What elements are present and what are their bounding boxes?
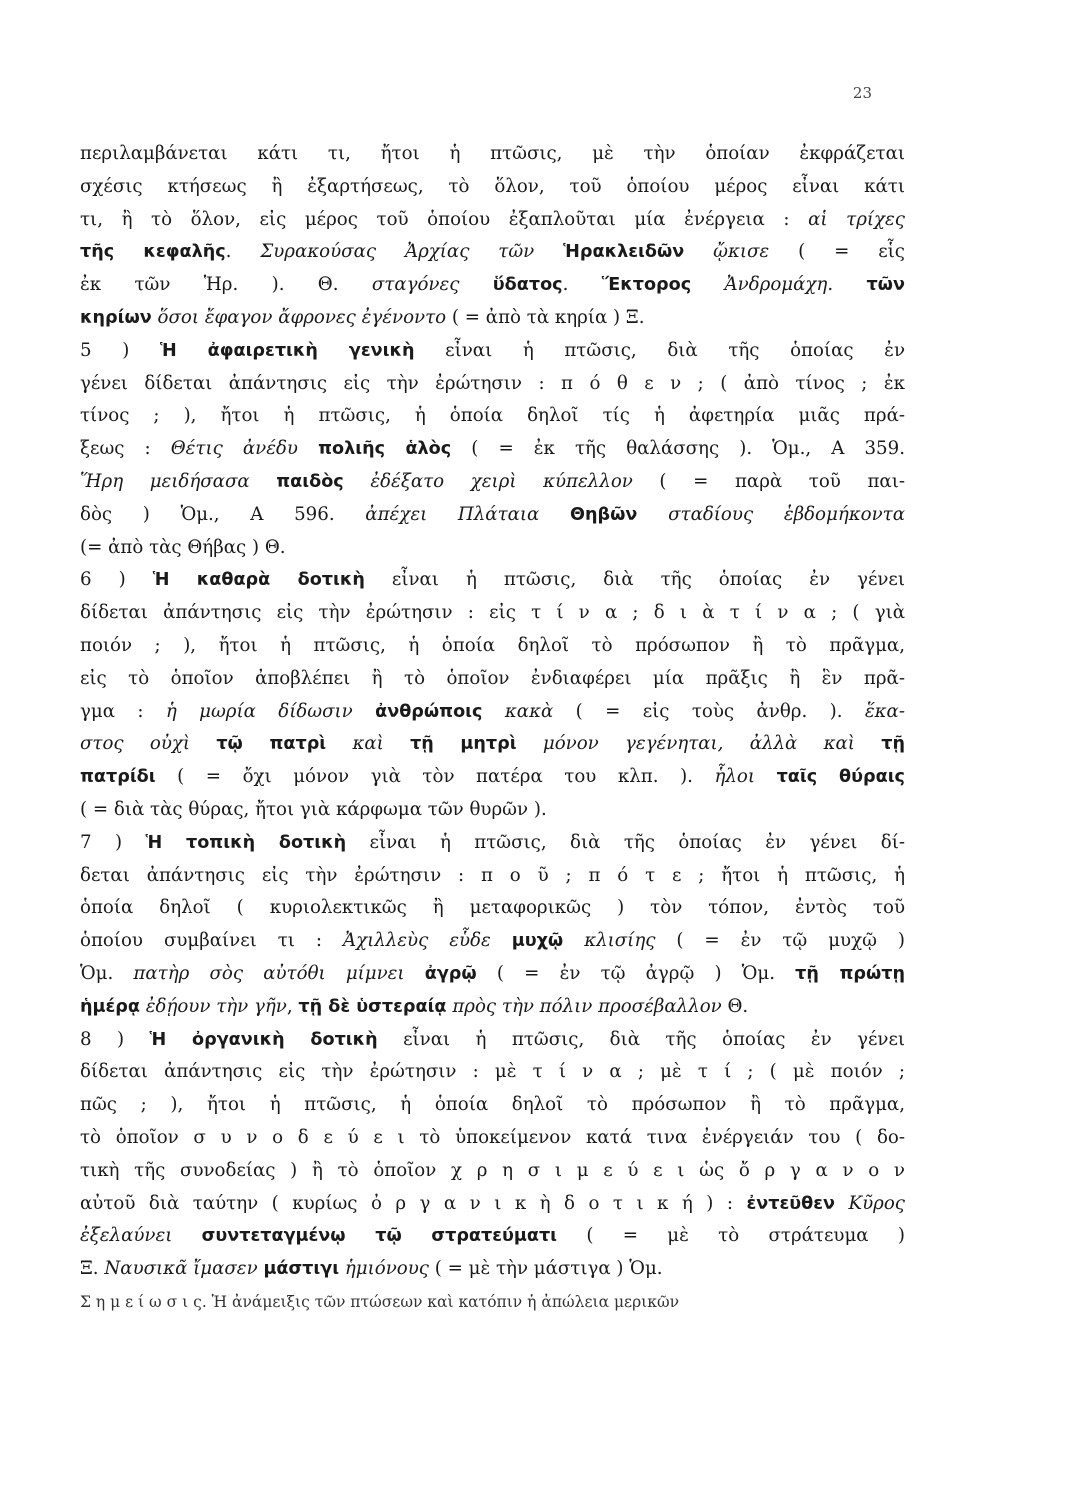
italic-example: σταγόνες	[371, 274, 460, 296]
text-line	[80, 1089, 905, 1122]
text-line	[80, 335, 905, 368]
italic-example: στος οὐχὶ	[80, 733, 191, 755]
italic-example: πατὴρ σὸς αὐτόθι μίμνει	[133, 962, 405, 984]
body-text	[80, 138, 905, 1319]
text-segment	[491, 930, 512, 951]
text-segment: αὐτοῦ διὰ ταύτην ( κυρίως ὀ ρ γ α ν ι κ ὴ δ ο τ ι κ ή ) :	[80, 1192, 747, 1214]
italic-example: ἡ μωρία δίδωσιν	[165, 700, 353, 722]
text-segment	[344, 471, 371, 492]
bold-term: ἀνθρώποις	[375, 701, 483, 722]
text-segment	[563, 930, 584, 951]
text-segment: ἐκ τῶν Ἡρ. ). Θ.	[80, 274, 372, 296]
text-segment	[684, 241, 713, 262]
text-segment: Θ.	[721, 995, 749, 1017]
text-segment: περιλαμβάνεται κάτι τι, ἤτοι ἡ πτῶσις, μὲ τὴν ὁποίαν ἐκφράζεται	[80, 143, 905, 164]
text-line	[80, 138, 905, 171]
italic-example: ἕκα-	[864, 700, 905, 722]
text-segment: ( = παρὰ τοῦ παι-	[632, 470, 905, 492]
bold-term: ἐντεῦθεν	[746, 1193, 836, 1214]
text-line	[80, 236, 905, 269]
text-segment: .	[225, 241, 261, 263]
text-segment	[482, 701, 504, 722]
text-segment	[691, 274, 724, 295]
text-segment: ,	[286, 995, 299, 1017]
text-segment: ( = ἀπὸ τὰ κηρία ) Ξ.	[446, 306, 645, 328]
bold-term: μάστιγι	[263, 1259, 340, 1280]
text-segment: Ὁμ.	[80, 962, 134, 984]
bold-term: Ἡ καθαρὰ δοτικὴ	[152, 570, 365, 591]
bold-term: τῇ πρώτῃ	[795, 963, 905, 984]
text-segment	[517, 733, 543, 754]
text-line	[80, 892, 905, 925]
bold-term: τῆς κεφαλῆς	[80, 242, 226, 263]
text-segment	[326, 733, 352, 754]
text-segment: τι, ἢ τὸ ὅλον, εἰς μέρος τοῦ ὁποίου ἐξαπλοῦται μία ἐνέργεια :	[80, 208, 809, 230]
bold-term: ἡμέρᾳ	[80, 996, 140, 1017]
bold-term: Θηβῶν	[570, 504, 638, 525]
text-segment: 8 )	[80, 1028, 150, 1050]
text-segment: τικὴ τῆς συνοδείας ) ἢ τὸ ὁποῖον χ ρ η σ ι μ ε ύ ε ι ὡς ὄ ρ γ α ν ο ν	[80, 1159, 905, 1181]
text-segment: 7 )	[80, 831, 146, 853]
text-segment	[353, 701, 375, 722]
bold-term: συντεταγμένῳ τῷ στρατεύματι	[201, 1226, 558, 1247]
text-line	[80, 532, 905, 565]
italic-example: ἡμιόνους	[344, 1258, 429, 1280]
text-segment: σχέσις κτήσεως ἢ ἐξαρτήσεως, τὸ ὅλον, τοῦ ὁποίου μέρος εἶναι κάτι	[80, 175, 905, 197]
text-segment	[384, 733, 410, 754]
text-segment: ξεως :	[80, 438, 171, 460]
text-segment: Σ η μ ε ί ω σ ι ς. Ἡ ἀνάμειξις τῶν πτώσεων καὶ κατόπιν ἡ ἀπώλεια μερικῶν	[80, 1292, 680, 1311]
text-segment: ( = ἐκ τῆς θαλάσσης ). Ὁμ., Α 359.	[451, 438, 905, 460]
text-line	[80, 204, 905, 237]
italic-example: κακὰ	[504, 700, 554, 722]
text-segment: εἰς τὸ ὁποῖον ἀποβλέπει ἢ τὸ ὁποῖον ἐνδιαφέρει μία πρᾶξις ἢ ἓν πρᾶ-	[80, 667, 905, 689]
text-line	[80, 1188, 905, 1221]
text-segment: ( = διὰ τὰς θύρας, ἤτοι γιὰ κάρφωμα τῶν θυρῶν ).	[80, 798, 547, 820]
text-segment	[835, 1193, 848, 1214]
text-segment: .	[562, 274, 602, 296]
bold-term: ἀγρῷ	[424, 963, 477, 984]
text-line	[80, 827, 905, 860]
text-segment	[172, 1225, 201, 1246]
text-line	[80, 1056, 905, 1089]
text-segment: δὸς ) Ὁμ., Α 596.	[80, 503, 366, 525]
text-segment: ( = ἐν τῷ ἀγρῷ ) Ὁμ.	[476, 962, 796, 984]
bold-term: τῶν	[866, 275, 905, 296]
text-line	[80, 794, 905, 827]
text-line	[80, 269, 905, 302]
bold-term: τῇ μητρὶ	[410, 734, 517, 755]
text-segment: ὁποίου συμβαίνει τι :	[80, 930, 343, 952]
text-segment: γμα :	[80, 700, 166, 722]
text-segment: ( = ὄχι μόνον γιὰ τὸν πατέρα του κλπ. ).	[155, 766, 715, 788]
text-segment: ( = μὲ τὴν μάστιγα ) Ὁμ.	[428, 1258, 663, 1280]
italic-example: ἀπέχει Πλάταια	[365, 503, 540, 525]
text-line	[80, 466, 905, 499]
text-segment	[855, 733, 881, 754]
italic-example: Θέτις ἀνέδυ	[170, 438, 298, 460]
text-segment: δεται ἀπάντησις εἰς τὴν ἐρώτησιν : π ο ῦ ; π ό τ ε ; ἤτοι ἡ πτῶσις, ἡ	[80, 864, 905, 886]
italic-example: κλισίης	[584, 930, 656, 952]
text-segment: τὸ ὁποῖον σ υ ν ο δ ε ύ ε ι τὸ ὑποκείμενον κατά τινα ἐνέργειάν του ( δο-	[80, 1126, 905, 1148]
text-segment	[459, 274, 492, 295]
italic-example: σταδίους ἑβδομήκοντα	[668, 503, 905, 525]
italic-example: ἧλοι	[714, 766, 756, 788]
text-line	[80, 1220, 905, 1253]
text-segment: .	[827, 274, 867, 296]
text-line	[80, 499, 905, 532]
text-line	[80, 696, 905, 729]
italic-example: Ἀνδρομάχη	[724, 274, 828, 296]
text-segment: Ξ.	[80, 1258, 105, 1280]
text-line	[80, 597, 905, 630]
italic-example: πρὸς τὴν πόλιν προσέβαλλον	[452, 995, 722, 1017]
text-segment: ( = εἰς τοὺς ἀνθρ. ).	[553, 700, 865, 722]
text-line	[80, 761, 905, 794]
text-segment	[250, 471, 277, 492]
italic-example: μόνον γεγένηται, ἀλλὰ καὶ	[542, 733, 855, 755]
text-segment: ( = εἷς	[769, 241, 905, 263]
text-line	[80, 1253, 905, 1286]
bold-term: Ἡρακλειδῶν	[563, 242, 685, 263]
bold-term: ταῖς θύραις	[776, 767, 905, 788]
italic-example: ἐδῄουν τὴν γῆν	[145, 995, 287, 1017]
bold-term: Ἡ ἀφαιρετικὴ γενικὴ	[159, 340, 415, 361]
bold-term: ὕδατος	[492, 275, 563, 296]
text-segment	[755, 766, 777, 787]
italic-example: Ἥρη μειδήσασα	[80, 470, 250, 492]
bold-term: παιδὸς	[276, 471, 344, 492]
text-line	[80, 171, 905, 204]
text-line	[80, 958, 905, 991]
text-segment: τίνος ; ), ἤτοι ἡ πτῶσις, ἡ ὁποία δηλοῖ τίς ἡ ἀφετηρία μιᾶς πρά-	[80, 405, 905, 427]
bold-term: Ἡ ὀργανικὴ δοτικὴ	[149, 1029, 378, 1050]
text-line	[80, 728, 905, 761]
footnote-line	[80, 1286, 905, 1319]
bold-term: τῇ δὲ ὑστεραίᾳ	[298, 996, 447, 1017]
text-line	[80, 302, 905, 335]
text-segment: 5 )	[80, 339, 160, 361]
text-line	[80, 991, 905, 1024]
text-segment	[534, 241, 563, 262]
text-segment	[405, 963, 425, 984]
bold-term: τῷ πατρὶ	[216, 734, 327, 755]
text-segment: εἶναι ἡ πτῶσις, διὰ τῆς ὁποίας ἐν γένει δί-	[346, 831, 905, 853]
text-segment	[539, 504, 570, 525]
italic-example: αἱ τρίχες	[808, 208, 905, 230]
bold-term: κηρίων	[80, 307, 152, 328]
bold-term: μυχῷ	[511, 931, 564, 952]
text-line	[80, 860, 905, 893]
text-segment: ( = μὲ τὸ στράτευμα )	[557, 1225, 905, 1247]
page-number: 23	[852, 84, 872, 102]
text-segment: (= ἀπὸ τὰς Θήβας ) Θ.	[80, 536, 286, 558]
text-line	[80, 433, 905, 466]
text-segment: ποιόν ; ), ἤτοι ἡ πτῶσις, ἡ ὁποία δηλοῖ τὸ πρόσωπον ἢ τὸ πρᾶγμα,	[80, 634, 905, 656]
italic-example: Κῦρος	[848, 1192, 905, 1214]
italic-example: ᾤκισε	[713, 241, 770, 263]
text-line	[80, 1024, 905, 1057]
text-segment: 6 )	[80, 569, 153, 591]
text-segment: ( = ἐν τῷ μυχῷ )	[655, 930, 905, 952]
text-line	[80, 925, 905, 958]
italic-example: ὅσοι ἔφαγον ἄφρονες ἐγένοντο	[157, 306, 447, 328]
bold-term: Ἕκτορος	[601, 275, 692, 296]
text-line	[80, 1122, 905, 1155]
text-segment: δίδεται ἀπάντησις εἰς τὴν ἐρώτησιν : μὲ τ ί ν α ; μὲ τ ί ; ( μὲ ποιόν ;	[80, 1061, 905, 1083]
text-segment	[190, 733, 216, 754]
text-line	[80, 1155, 905, 1188]
text-segment: ὁποία δηλοῖ ( κυριολεκτικῶς ἢ μεταφορικῶς ) τὸν τόπον, ἐντὸς τοῦ	[80, 897, 905, 919]
text-line	[80, 630, 905, 663]
text-segment: εἶναι ἡ πτῶσις, διὰ τῆς ὁποίας ἐν γένει	[364, 569, 905, 591]
text-segment	[298, 438, 318, 459]
text-line	[80, 663, 905, 696]
italic-example: ἐξελαύνει	[80, 1225, 173, 1247]
text-segment: εἶναι ἡ πτῶσις, διὰ τῆς ὁποίας ἐν	[414, 339, 905, 361]
text-segment	[637, 504, 668, 525]
italic-example: Ἀχιλλεὺς εὗδε	[342, 930, 491, 952]
bold-term: πολιῆς ἁλὸς	[318, 439, 452, 460]
text-line	[80, 368, 905, 401]
bold-term: τῇ	[881, 734, 905, 755]
text-segment: γένει δίδεται ἀπάντησις εἰς τὴν ἐρώτησιν : π ό θ ε ν ; ( ἀπὸ τίνος ; ἐκ	[80, 372, 905, 394]
italic-example: Ναυσικᾶ ἴμασεν	[104, 1258, 258, 1280]
text-segment: εἶναι ἡ πτῶσις, διὰ τῆς ὁποίας ἐν γένει	[377, 1028, 905, 1050]
italic-example: καὶ	[352, 733, 384, 755]
text-segment: πῶς ; ), ἤτοι ἡ πτῶσις, ἡ ὁποία δηλοῖ τὸ πρόσωπον ἢ τὸ πρᾶγμα,	[80, 1094, 905, 1116]
italic-example: Συρακούσας Ἀρχίας τῶν	[260, 241, 535, 263]
text-line	[80, 564, 905, 597]
text-segment: δίδεται ἀπάντησις εἰς τὴν ἐρώτησιν : εἰς τ ί ν α ; δ ι ὰ τ ί ν α ; ( γιὰ	[80, 602, 905, 624]
bold-term: Ἡ τοπικὴ δοτικὴ	[145, 832, 347, 853]
italic-example: ἐδέξατο χειρὶ κύπελλον	[370, 470, 633, 492]
bold-term: πατρίδι	[80, 767, 156, 788]
text-line	[80, 400, 905, 433]
